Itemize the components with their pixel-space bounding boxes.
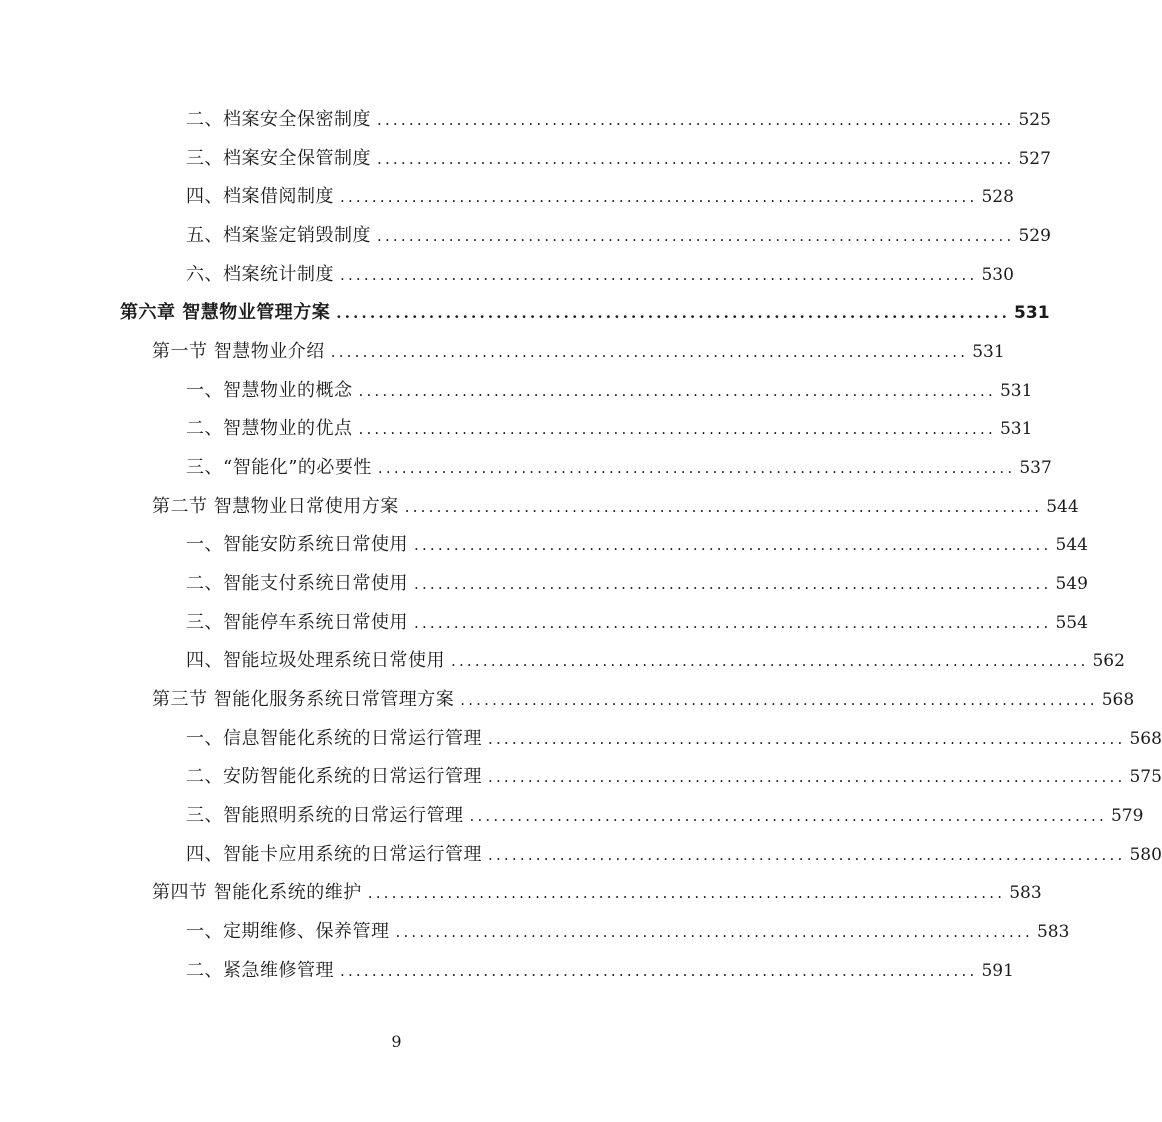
toc-leader-dots: ................................................................................ <box>340 188 978 206</box>
toc-entry-title: 三、“智能化”的必要性 <box>186 457 372 478</box>
toc-leader-dots: ................................................................................ <box>395 923 1033 941</box>
toc-entry-page: 568 <box>1101 690 1135 710</box>
toc-entry-page: 527 <box>1018 149 1051 169</box>
toc-entry[interactable] <box>186 917 1070 947</box>
toc-leader-dots: ................................................................................ <box>358 382 996 400</box>
toc-leader-dots: ................................................................................ <box>377 150 1015 168</box>
toc-entry-title: 二、安防智能化系统的日常运行管理 <box>186 766 482 787</box>
toc-entry-title: 四、智能垃圾处理系统日常使用 <box>186 650 445 671</box>
toc-leader-dots: ................................................................................ <box>488 768 1126 786</box>
toc-entry-title: 三、智能照明系统的日常运行管理 <box>186 805 464 826</box>
toc-entry-title: 六、档案统计制度 <box>186 264 334 285</box>
toc-entry-page: 549 <box>1055 574 1088 594</box>
toc-entry[interactable] <box>186 840 1162 870</box>
toc-section-entry[interactable] <box>152 337 1005 367</box>
toc-entry-title: 一、定期维修、保养管理 <box>186 921 390 942</box>
toc-leader-dots: ................................................................................ <box>469 807 1107 825</box>
toc-entry-page: 562 <box>1092 651 1125 671</box>
toc-entry-title: 第六章 智慧物业管理方案 <box>120 302 331 323</box>
toc-entry-title: 二、智能支付系统日常使用 <box>186 573 408 594</box>
toc-entry[interactable] <box>186 182 1014 212</box>
toc-entry[interactable] <box>186 530 1088 560</box>
toc-section-entry[interactable] <box>152 685 1135 715</box>
toc-leader-dots: ................................................................................ <box>336 304 1011 322</box>
toc-entry-page: 580 <box>1129 845 1162 865</box>
toc-entry-page: 583 <box>1009 883 1042 903</box>
toc-entry-title: 三、档案安全保管制度 <box>186 148 371 169</box>
toc-leader-dots: ................................................................................ <box>404 498 1043 516</box>
toc-leader-dots: ................................................................................ <box>330 343 969 361</box>
toc-leader-dots: ................................................................................ <box>377 227 1015 245</box>
toc-leader-dots: ................................................................................ <box>414 614 1052 632</box>
toc-leader-dots: ................................................................................ <box>377 111 1015 129</box>
toc-entry-title: 五、档案鉴定销毁制度 <box>186 225 371 246</box>
toc-entry-page: 528 <box>981 187 1014 207</box>
toc-entry-page: 525 <box>1018 110 1051 130</box>
toc-entry-title: 一、智能安防系统日常使用 <box>186 534 408 555</box>
toc-entry-title: 四、档案借阅制度 <box>186 186 334 207</box>
toc-entry-page: 531 <box>972 342 1005 362</box>
toc-entry-page: 583 <box>1036 922 1070 942</box>
toc-leader-dots: ................................................................................ <box>367 884 1006 902</box>
toc-entry[interactable] <box>186 646 1125 676</box>
toc-leader-dots: ................................................................................ <box>358 420 996 438</box>
toc-entry[interactable] <box>186 105 1051 135</box>
toc-entry-page: 544 <box>1046 497 1079 517</box>
toc-entry[interactable] <box>186 762 1162 792</box>
toc-entry-title: 第一节 智慧物业介绍 <box>152 341 325 362</box>
toc-entry[interactable] <box>186 453 1052 483</box>
toc-leader-dots: ................................................................................ <box>488 730 1126 748</box>
toc-entry-title: 三、智能停车系统日常使用 <box>186 612 408 633</box>
toc-entry-page: 575 <box>1129 767 1162 787</box>
toc-entry[interactable] <box>186 724 1162 754</box>
toc-leader-dots: ................................................................................ <box>488 846 1126 864</box>
toc-entry[interactable] <box>186 414 1033 444</box>
toc-entry[interactable] <box>186 260 1014 290</box>
toc-entry-page: 531 <box>999 381 1033 401</box>
toc-chapter-entry[interactable] <box>120 298 1050 328</box>
toc-leader-dots: ................................................................................ <box>340 962 978 980</box>
toc-leader-dots: ................................................................................ <box>451 652 1089 670</box>
toc-entry[interactable] <box>186 608 1088 638</box>
toc-entry-page: 591 <box>981 961 1014 981</box>
toc-entry[interactable] <box>186 569 1088 599</box>
toc-entry-title: 第二节 智慧物业日常使用方案 <box>152 496 399 517</box>
toc-leader-dots: ................................................................................ <box>377 459 1016 477</box>
toc-entry-page: 579 <box>1110 806 1144 826</box>
toc-entry-title: 四、智能卡应用系统的日常运行管理 <box>186 844 482 865</box>
toc-entry-title: 二、档案安全保密制度 <box>186 109 371 130</box>
toc-entry-title: 二、智慧物业的优点 <box>186 418 353 439</box>
toc-leader-dots: ................................................................................ <box>414 575 1052 593</box>
toc-entry-page: 554 <box>1055 613 1088 633</box>
toc-entry[interactable] <box>186 144 1051 174</box>
toc-entry[interactable] <box>186 376 1033 406</box>
toc-section-entry[interactable] <box>152 492 1079 522</box>
toc-entry-page: 529 <box>1018 226 1051 246</box>
toc-entry-title: 一、信息智能化系统的日常运行管理 <box>186 728 482 749</box>
toc-entry[interactable] <box>186 801 1144 831</box>
toc-entry[interactable] <box>186 956 1014 986</box>
toc-section-entry[interactable] <box>152 878 1042 908</box>
toc-entry-page: 568 <box>1129 729 1162 749</box>
toc-entry-title: 一、智慧物业的概念 <box>186 380 353 401</box>
toc-entry[interactable] <box>186 221 1051 251</box>
toc-leader-dots: ................................................................................ <box>460 691 1098 709</box>
toc-entry-page: 531 <box>1014 303 1050 323</box>
toc-entry-title: 第四节 智能化系统的维护 <box>152 882 362 903</box>
page-number: 9 <box>391 1032 402 1051</box>
toc-entry-title: 第三节 智能化服务系统日常管理方案 <box>152 689 455 710</box>
toc-leader-dots: ................................................................................ <box>414 536 1052 554</box>
toc-entry-page: 544 <box>1055 535 1088 555</box>
toc-entry-page: 531 <box>999 419 1033 439</box>
toc-entry-title: 二、紧急维修管理 <box>186 960 334 981</box>
toc-entry-page: 530 <box>981 265 1014 285</box>
toc-leader-dots: ................................................................................ <box>340 266 978 284</box>
toc-entry-page: 537 <box>1019 458 1052 478</box>
